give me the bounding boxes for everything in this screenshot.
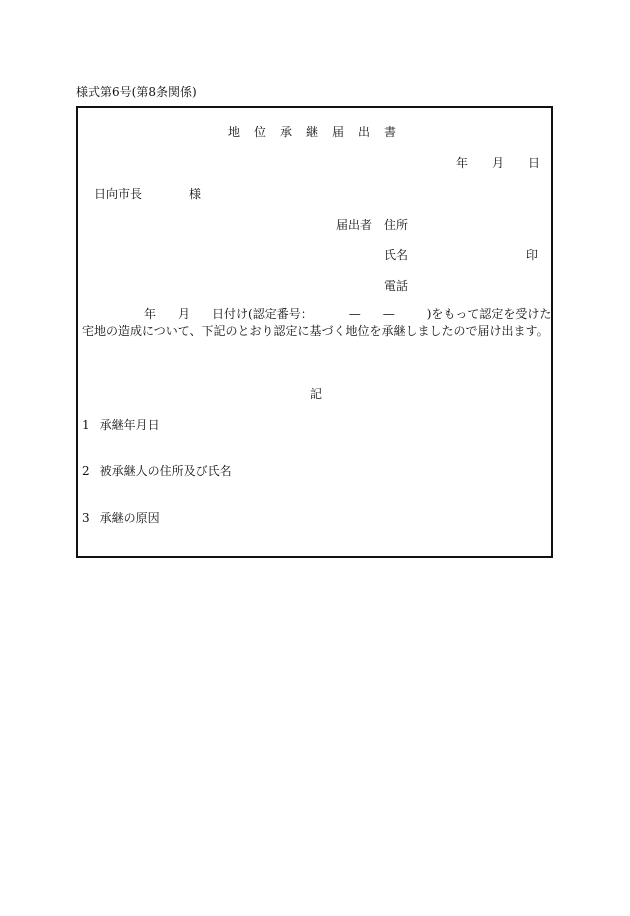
body-dated: 日付け(認定番号：	[212, 307, 313, 321]
list-item	[82, 464, 232, 478]
seal-mark: 印	[526, 248, 539, 262]
address-label: 住所	[384, 218, 409, 232]
addressee-name: 日向市長	[94, 187, 143, 201]
date-year: 年	[456, 156, 469, 170]
body-rest: )をもって認定を受けた宅地の造成について、下記のとおり認定に基づく地位を承継しましたので届け出ます。	[82, 307, 552, 338]
list-item	[82, 511, 160, 525]
body-dash-2: —	[382, 307, 395, 321]
notification-paragraph	[82, 306, 552, 340]
item-number: 2	[82, 464, 90, 478]
phone-label: 電話	[384, 279, 409, 293]
item-label: 承継年月日	[99, 418, 160, 432]
body-dash-1: —	[348, 307, 361, 321]
date-day: 日	[528, 156, 541, 170]
body-year: 年	[144, 307, 157, 321]
document-title: 地位承継届出書	[228, 125, 411, 139]
item-label: 被承継人の住所及び氏名	[99, 464, 232, 478]
item-label: 承継の原因	[99, 511, 160, 525]
form-label: 様式第6号(第8条関係)	[76, 85, 197, 99]
date-month: 月	[492, 156, 505, 170]
name-label: 氏名	[384, 248, 409, 262]
list-item	[82, 418, 160, 432]
item-number: 3	[82, 511, 90, 525]
addressee-honorific: 様	[189, 187, 202, 201]
record-heading: 記	[310, 387, 323, 401]
applicant-label: 届出者	[336, 218, 373, 232]
item-number: 1	[82, 418, 90, 432]
body-month: 月	[178, 307, 191, 321]
